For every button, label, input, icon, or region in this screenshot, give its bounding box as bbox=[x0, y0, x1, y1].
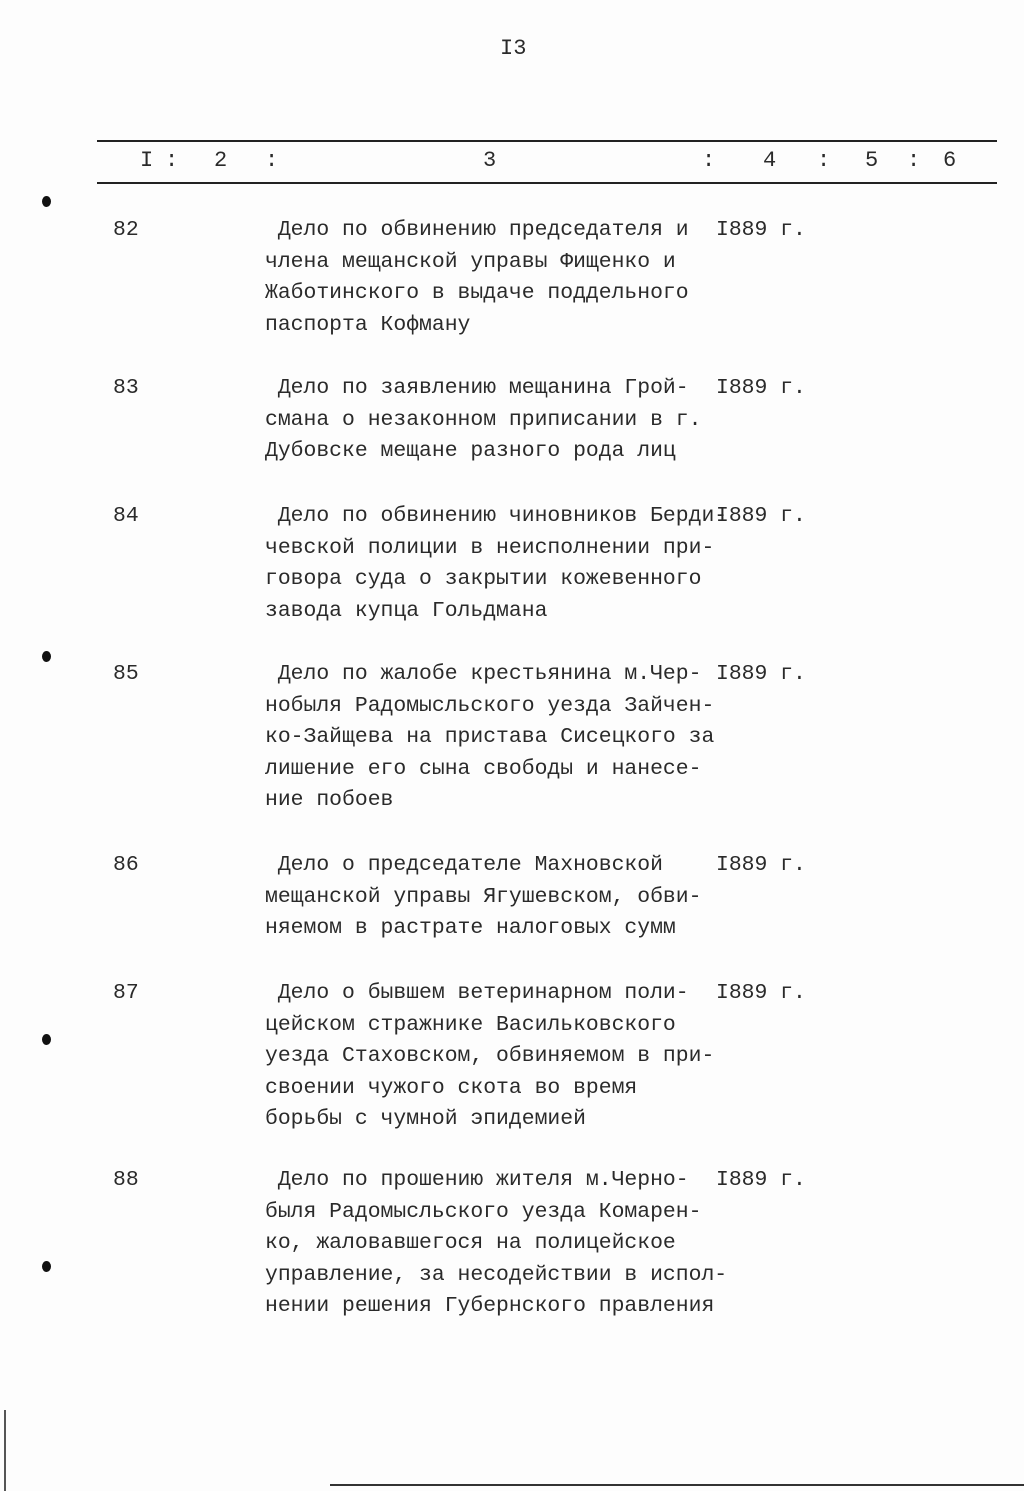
description-line: Дело по обвинению председателя и bbox=[265, 218, 689, 242]
col-4-header: 4 bbox=[763, 148, 777, 173]
col-separator: : bbox=[702, 148, 716, 173]
entry-number: 86 bbox=[113, 853, 139, 877]
entry-year: I889 г. bbox=[716, 662, 806, 686]
col-separator: : bbox=[165, 148, 179, 173]
entry-description bbox=[265, 215, 689, 341]
punch-hole-mark bbox=[42, 196, 51, 207]
description-line: ние побоев bbox=[265, 788, 394, 812]
description-line: ко-Зайщева на пристава Сисецкого за bbox=[265, 725, 715, 749]
description-line: управление, за несодействии в испол- bbox=[265, 1262, 728, 1287]
description-line: Дело о бывшем ветеринарном поли- bbox=[265, 981, 689, 1005]
entry-year: I889 г. bbox=[716, 218, 806, 242]
description-line: завода купца Гольдмана bbox=[265, 598, 548, 623]
description-line: нении решения Губернского правления bbox=[265, 1294, 715, 1318]
col-separator: : bbox=[265, 148, 279, 173]
description-line: паспорта Кофману bbox=[265, 312, 471, 337]
header-top-rule bbox=[97, 140, 997, 142]
page-number: I3 bbox=[500, 36, 527, 61]
description-line: мещанской управы Ягушевском, обви- bbox=[265, 884, 702, 909]
entry-number: 82 bbox=[113, 218, 139, 242]
description-line: говора суда о закрытии кожевенного bbox=[265, 567, 702, 591]
description-line: борьбы с чумной эпидемией bbox=[265, 1107, 586, 1131]
entry-description bbox=[265, 373, 701, 468]
description-line: Дело по жалобе крестьянина м.Чер- bbox=[265, 662, 702, 686]
description-line: уезда Стаховском, обвиняемом в при- bbox=[265, 1044, 715, 1068]
col-5-header: 5 bbox=[865, 148, 879, 173]
description-line: смана о незаконном приписании в г. bbox=[265, 407, 702, 432]
entry-year: I889 г. bbox=[716, 853, 806, 877]
description-line: Жаботинского в выдаче поддельного bbox=[265, 281, 689, 305]
entry-number: 83 bbox=[113, 376, 139, 400]
entry-description bbox=[265, 1165, 727, 1323]
description-line: своении чужого скота во время bbox=[265, 1075, 638, 1100]
entry-year: I889 г. bbox=[716, 1168, 806, 1192]
entry-year: I889 г. bbox=[716, 376, 806, 400]
description-line: няемом в растрате налоговых сумм bbox=[265, 916, 676, 940]
header-bottom-rule bbox=[97, 182, 997, 184]
entry-number: 87 bbox=[113, 981, 139, 1005]
entry-description bbox=[265, 659, 714, 817]
entry-year: I889 г. bbox=[716, 981, 806, 1005]
entry-description bbox=[265, 850, 701, 945]
entry-number: 84 bbox=[113, 504, 139, 528]
col-separator: : bbox=[817, 148, 831, 173]
description-line: ко, жаловавшегося на полицейское bbox=[265, 1231, 676, 1255]
entry-year: I889 г. bbox=[716, 504, 806, 528]
description-line: лишение его сына свободы и нанесе- bbox=[265, 756, 702, 781]
col-separator: : bbox=[907, 148, 921, 173]
col-2-header: 2 bbox=[214, 148, 228, 173]
description-line: чевской полиции в неисполнении при- bbox=[265, 535, 715, 560]
punch-hole-mark bbox=[42, 1261, 51, 1272]
punch-hole-mark bbox=[42, 1034, 51, 1045]
description-line: цейском стражнике Васильковского bbox=[265, 1012, 676, 1037]
entry-number: 85 bbox=[113, 662, 139, 686]
left-edge-line bbox=[4, 1410, 6, 1491]
description-line: Дело о председателе Махновской bbox=[265, 853, 663, 877]
description-line: члена мещанской управы Фищенко и bbox=[265, 249, 676, 274]
description-line: быля Радомысльского уезда Комарен- bbox=[265, 1199, 702, 1224]
col-6-header: 6 bbox=[943, 148, 957, 173]
col-3-header: 3 bbox=[483, 148, 497, 173]
entry-number: 88 bbox=[113, 1168, 139, 1192]
punch-hole-mark bbox=[42, 651, 51, 662]
description-line: Дело по заявлению мещанина Грой- bbox=[265, 376, 689, 400]
bottom-edge-line bbox=[330, 1484, 1024, 1486]
description-line: нобыля Радомысльского уезда Зайчен- bbox=[265, 693, 715, 718]
description-line: Дело по обвинению чиновников Берди- bbox=[265, 504, 728, 528]
col-1-header: I bbox=[140, 148, 154, 173]
entry-description bbox=[265, 501, 727, 627]
entry-description bbox=[265, 978, 714, 1136]
description-line: Дубовске мещане разного рода лиц bbox=[265, 439, 676, 463]
description-line: Дело по прошению жителя м.Черно- bbox=[265, 1168, 689, 1192]
